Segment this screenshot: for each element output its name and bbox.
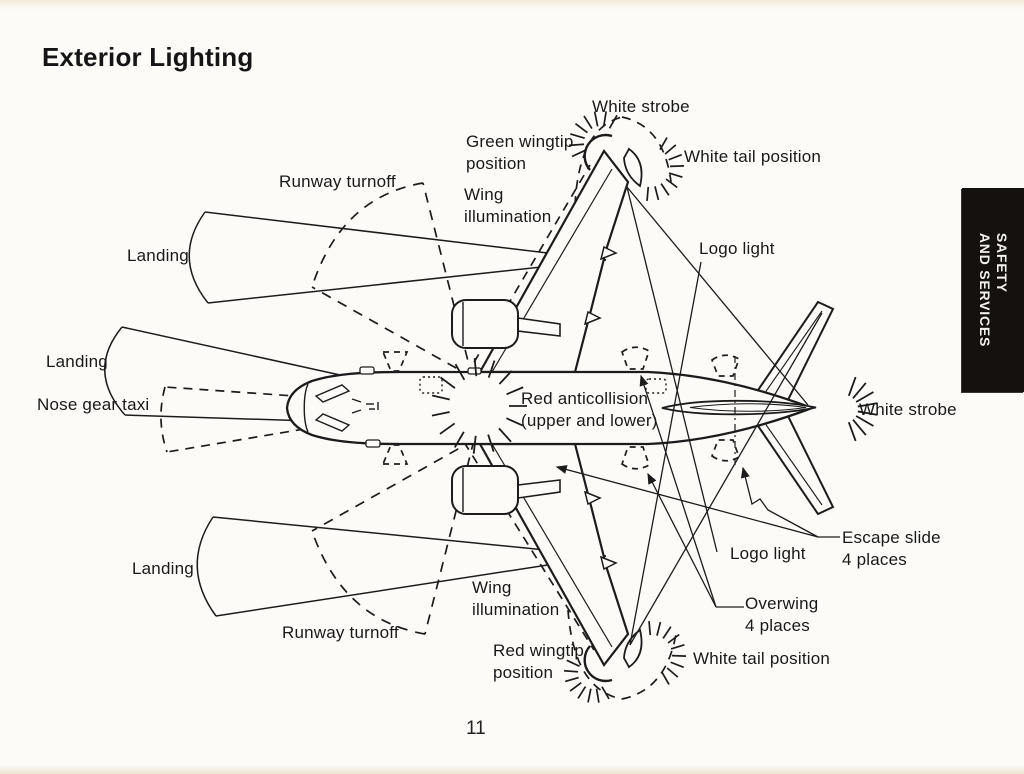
flap-fairing	[585, 492, 600, 504]
white-tail-position-rays-bottom	[649, 621, 686, 684]
white-tail-position-rays-top	[647, 138, 684, 201]
label-white-tail-position-top: White tail position	[684, 147, 822, 166]
label-escape-slide: Escape slide 4 places	[842, 528, 941, 569]
door-bump	[360, 367, 374, 374]
overwing-exit-top-fwd	[622, 347, 649, 369]
label-red-wingtip-position: Red wingtip position	[493, 641, 585, 682]
flap-fairing	[585, 312, 600, 324]
door-bump	[468, 368, 481, 374]
label-wing-illumination-top: Wing illumination	[464, 185, 552, 226]
label-nose-gear-taxi: Nose gear taxi	[37, 395, 150, 414]
section-tab-text: SAFETY AND SERVICES	[977, 232, 1010, 348]
label-white-tail-position-bottom: White tail position	[693, 649, 831, 668]
flap-fairing	[601, 247, 616, 259]
section-tab-safety-and-services[interactable]	[962, 188, 1024, 392]
page-bottom-edge	[0, 765, 1024, 774]
label-landing-middle: Landing	[46, 352, 108, 371]
label-landing-upper: Landing	[127, 246, 189, 265]
label-red-anticollision: Red anticollision (upper and lower)	[521, 389, 658, 430]
label-overwing: Overwing 4 places	[745, 594, 819, 635]
label-logo-light-upper: Logo light	[699, 239, 775, 258]
front-exit-top	[383, 352, 407, 371]
runway-turnoff-beam-top	[312, 183, 472, 377]
label-logo-light-lower: Logo light	[730, 544, 806, 563]
runway-turnoff-beam-bottom	[312, 440, 474, 634]
wingtip-strobe-rays-top	[569, 111, 617, 156]
door-bump	[366, 440, 380, 447]
front-exit-bottom	[383, 445, 407, 464]
overwing-exit-bottom-fwd	[622, 447, 649, 469]
label-runway-turnoff-top: Runway turnoff	[279, 172, 396, 191]
label-green-wingtip-position: Green wingtip position	[466, 132, 574, 173]
page-title: Exterior Lighting	[42, 42, 254, 72]
flap-fairing	[601, 557, 616, 569]
label-white-strobe-tail: White strobe	[859, 400, 957, 419]
page-number: 11	[466, 718, 486, 739]
label-wing-illumination-bottom: Wing illumination	[472, 578, 560, 619]
label-landing-lower: Landing	[132, 559, 194, 578]
label-runway-turnoff-bottom: Runway turnoff	[282, 623, 399, 642]
label-white-strobe-top: White strobe	[592, 97, 690, 116]
